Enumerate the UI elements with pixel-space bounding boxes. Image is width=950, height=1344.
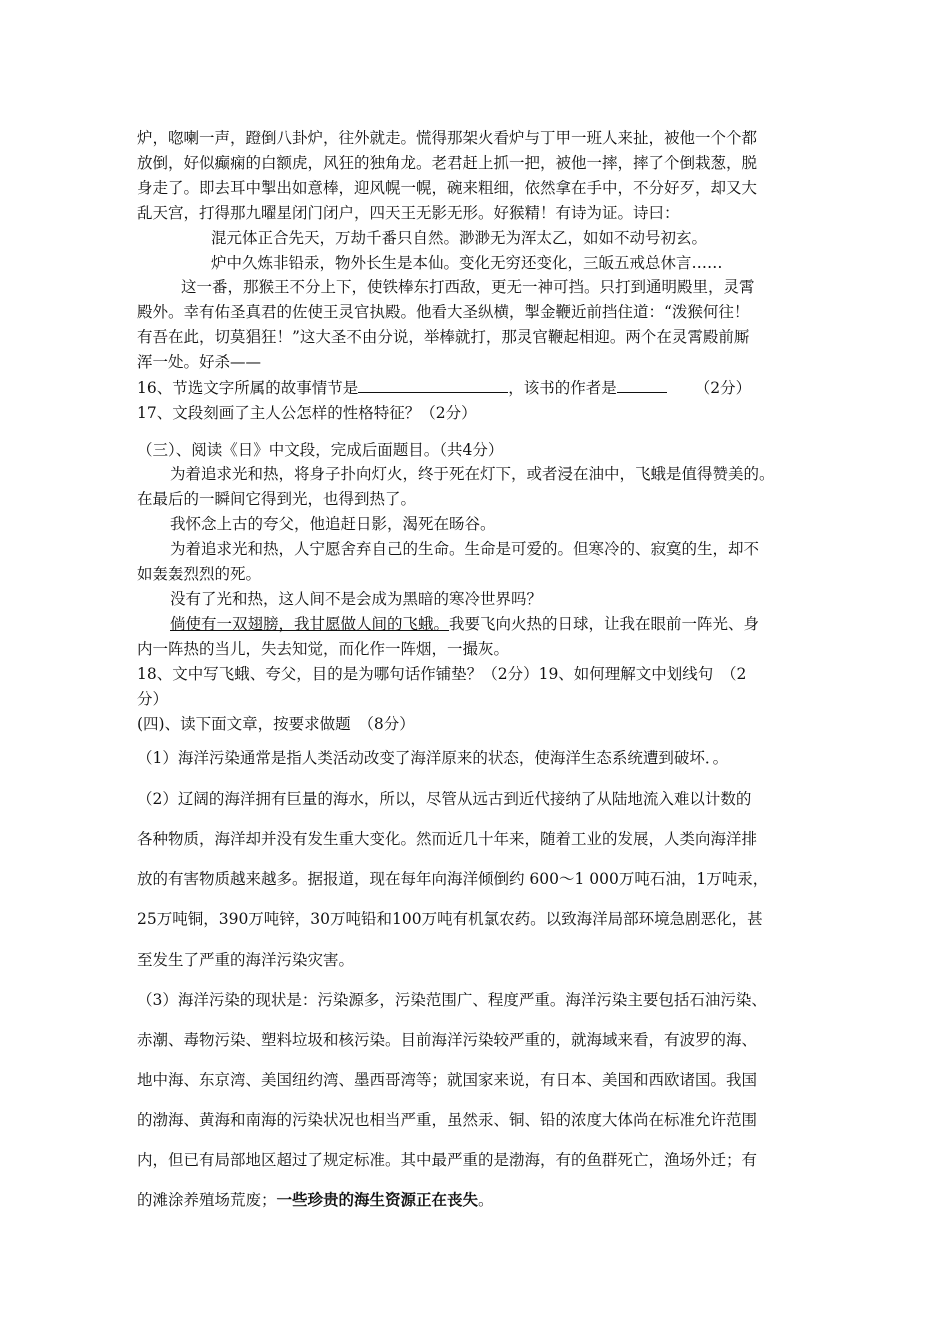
paragraph-2-line: 25万吨铜，390万吨锌，30万吨铅和100万吨有机氯农药。以致海洋局部环境急剧恶化，甚 [137,910,763,928]
paragraph-3-line: 赤潮、毒物污染、塑料垃圾和核污染。目前海洋污染较严重的，就海域来看，有波罗的海、 [137,1031,758,1049]
passage-line: 炉，唿喇一声，蹬倒八卦炉，往外就走。慌得那架火看炉与丁甲一班人来扯，被他一个个都 [137,129,758,147]
paragraph-2-line: 放的有害物质越来越多。据报道，现在每年向海洋倾倒约 600～1 000万吨石油，1万吨汞， [137,870,769,888]
paragraph-2-line: （2）辽阔的海洋拥有巨量的海水，所以，尽管从远古到近代接纳了从陆地流入难以计数的 [137,790,752,808]
question-19-tail: 分） [137,690,169,708]
poem-line: 炉中久炼非铅汞，物外长生是本仙。变化无穷还变化，三皈五戒总休言…… [211,254,723,272]
passage-line: 这一番，那猴王不分上下，使铁棒东打西敌，更无一神可挡。只打到通明殿里，灵霄 [181,278,755,296]
paragraph-3-line: （3）海洋污染的现状是：污染源多，污染范围广、程度严重。海洋污染主要包括石油污染、 [137,991,767,1009]
section-3-line: 我怀念上古的夸父，他追赶日影，渴死在旸谷。 [170,515,496,533]
p3-bold-sentence: 一些珍贵的海生资源正在丧失 [276,1190,479,1209]
section-4-heading: (四)、读下面文章，按要求做题 （8分） [137,715,415,733]
passage-line: 身走了。即去耳中掣出如意棒，迎风幌一幌，碗来粗细，依然拿在手中，不分好歹，却又大 [137,179,758,197]
after-underline-text: 我要飞向火热的日球，让我在眼前一阵光、身 [449,615,760,633]
section-3-line: 内一阵热的当儿，失去知觉，而化作一阵烟，一撮灰。 [137,640,510,658]
section-3-underlined-line [170,614,759,634]
p3-last-end: 。 [478,1191,494,1209]
question-17: 17、文段刻画了主人公怎样的性格特征？（2分） [137,404,477,422]
paragraph-1: （1）海洋污染通常是指人类活动改变了海洋原来的状态，使海洋生态系统遭到破坏．。 [137,749,729,767]
poem-line: 混元体正合先天，万劫千番只自然。渺渺无为浑太乙，如如不动号初玄。 [211,229,708,247]
underlined-sentence: 倘使有一双翅膀，我甘愿做人间的飞蛾。 [170,615,450,633]
paragraph-3-line: 的渤海、黄海和南海的污染状况也相当严重，虽然汞、铜、铅的浓度大体尚在标准允许范围 [137,1111,758,1129]
section-3-line: 没有了光和热，这人间不是会成为黑暗的寒冷世界吗？ [170,590,543,608]
section-3-line: 如轰轰烈烈的死。 [137,565,262,583]
paragraph-2-line: 各种物质，海洋却并没有发生重大变化。然而近几十年来，随着工业的发展，人类向海洋排 [137,830,758,848]
q16-answer-blank[interactable] [358,378,508,393]
passage-line: 殿外。幸有佑圣真君的佐使王灵官执殿。他看大圣纵横，掣金鞭近前挡住道：“泼猴何往！ [137,303,750,321]
passage-line: 浑一处。好杀—— [137,353,262,371]
passage-line: 放倒，好似癫痫的白额虎，风狂的独角龙。老君赶上抓一把，被他一摔，摔了个倒栽葱，脱 [137,154,758,172]
paragraph-3-line: 地中海、东京湾、美国纽约湾、墨西哥湾等；就国家来说，有日本、美国和西欧诸国。我国 [137,1071,758,1089]
section-3-line: 在最后的一瞬间它得到光，也得到热了。 [137,490,417,508]
question-18-19: 18、文中写飞蛾、夸父，目的是为哪句话作铺垫？（2分）19、如何理解文中划线句 （2 [137,665,747,683]
paragraph-3-last-line [137,1190,494,1210]
q16-score: （2分） [694,379,752,397]
section-3-heading: （三）、阅读《日》中文段，完成后面题目。（共4分） [137,441,504,459]
paragraph-2-line: 至发生了严重的海洋污染灾害。 [137,951,355,969]
section-3-line: 为着追求光和热，人宁愿舍弃自己的生命。生命是可爱的。但寒冷的、寂寞的生，却不 [170,540,760,558]
p3-last-plain: 的滩涂养殖场荒废； [137,1191,277,1209]
q16-middle: ，该书的作者是 [508,379,617,397]
section-3-line: 为着追求光和热，将身子扑向灯火，终于死在灯下，或者浸在油中，飞蛾是值得赞美的。 [170,465,775,483]
q16-author-blank[interactable] [617,378,667,393]
passage-line: 乱天宫，打得那九曜星闭门闭户，四天王无影无形。好猴精！有诗为证。诗曰： [137,204,680,222]
question-16 [137,378,751,398]
paragraph-3-line: 内，但已有局部地区超过了规定标准。其中最严重的是渤海，有的鱼群死亡，渔场外迁；有 [137,1151,758,1169]
passage-line: 有吾在此，切莫猖狂！”这大圣不由分说，举棒就打，那灵官鞭起相迎。两个在灵霄殿前厮 [137,328,750,346]
q16-prefix: 16、节选文字所属的故事情节是 [137,379,359,397]
